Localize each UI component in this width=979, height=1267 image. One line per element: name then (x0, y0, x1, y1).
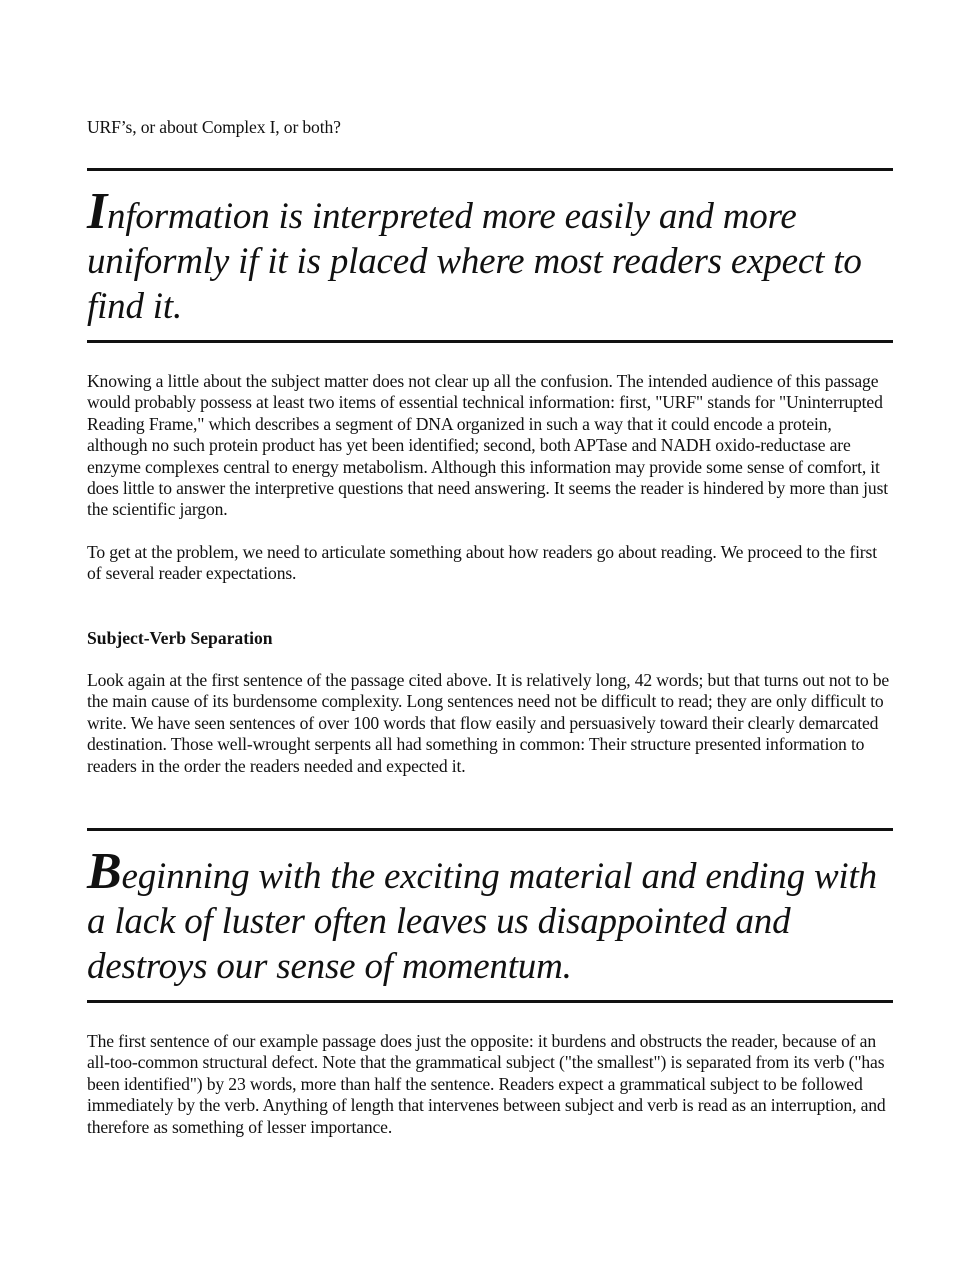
pullquote-2-dropcap: B (87, 843, 122, 900)
paragraph-1: Knowing a little about the subject matter does not clear up all the confusion. The intended audience of this passage would probably possess at least two items of essential technical information: first, "URF" stands for "Uninterrupted Reading Frame," which describes a segment of DNA organized in such a way that it could encode a protein, although no such protein product has yet been identified; second, both APTase and NADH oxido-reductase are enzyme complexes central to energy metabolism. Although this information may provide some sense of comfort, it does little to answer the interpretive questions that need answering. It seems the reader is hindered by more than just the scientific jargon. (87, 371, 888, 520)
section-heading: Subject-Verb Separation (87, 628, 273, 648)
pullquote-1-dropcap: I (87, 183, 108, 240)
paragraph-4: The first sentence of our example passage does just the opposite: it burdens and obstructs the reader, because of an all-too-common structural defect. Note that the grammatical subject ("the smallest") is separated from its verb ("has been identified") by 23 words, more than half the sentence. Readers expect a grammatical subject to be followed immediately by the verb. Anything of length that intervenes between subject and verb is read as an interruption, and therefore as something of lesser importance. (87, 1031, 886, 1137)
pullquote-1-text (87, 171, 893, 329)
paragraph-2: To get at the problem, we need to articulate something about how readers go about reading. We proceed to the first of several reader expectations. (87, 542, 877, 584)
pullquote-2-text (87, 831, 893, 989)
pullquote-2 (87, 828, 893, 1003)
lead-line: URF’s, or about Complex I, or both? (87, 117, 341, 137)
pullquote-2-body: eginning with the exciting material and ending with a lack of luster often leaves us disappointed and destroys our sense of momentum. (87, 856, 877, 987)
pullquote-1 (87, 168, 893, 343)
paragraph-3: Look again at the first sentence of the passage cited above. It is relatively long, 42 words; but that turns out not to be the main cause of its burdensome complexity. Long sentences need not be difficult to read; they are only difficult to write. We have seen sentences of over 100 words that flow easily and persuasively toward their clearly demarcated destination. Those well-wrought serpents all had something in common: Their structure presented information to readers in the order the readers needed and expected it. (87, 670, 890, 776)
pullquote-1-body: nformation is interpreted more easily and more uniformly if it is placed where most readers expect to find it. (87, 196, 862, 327)
